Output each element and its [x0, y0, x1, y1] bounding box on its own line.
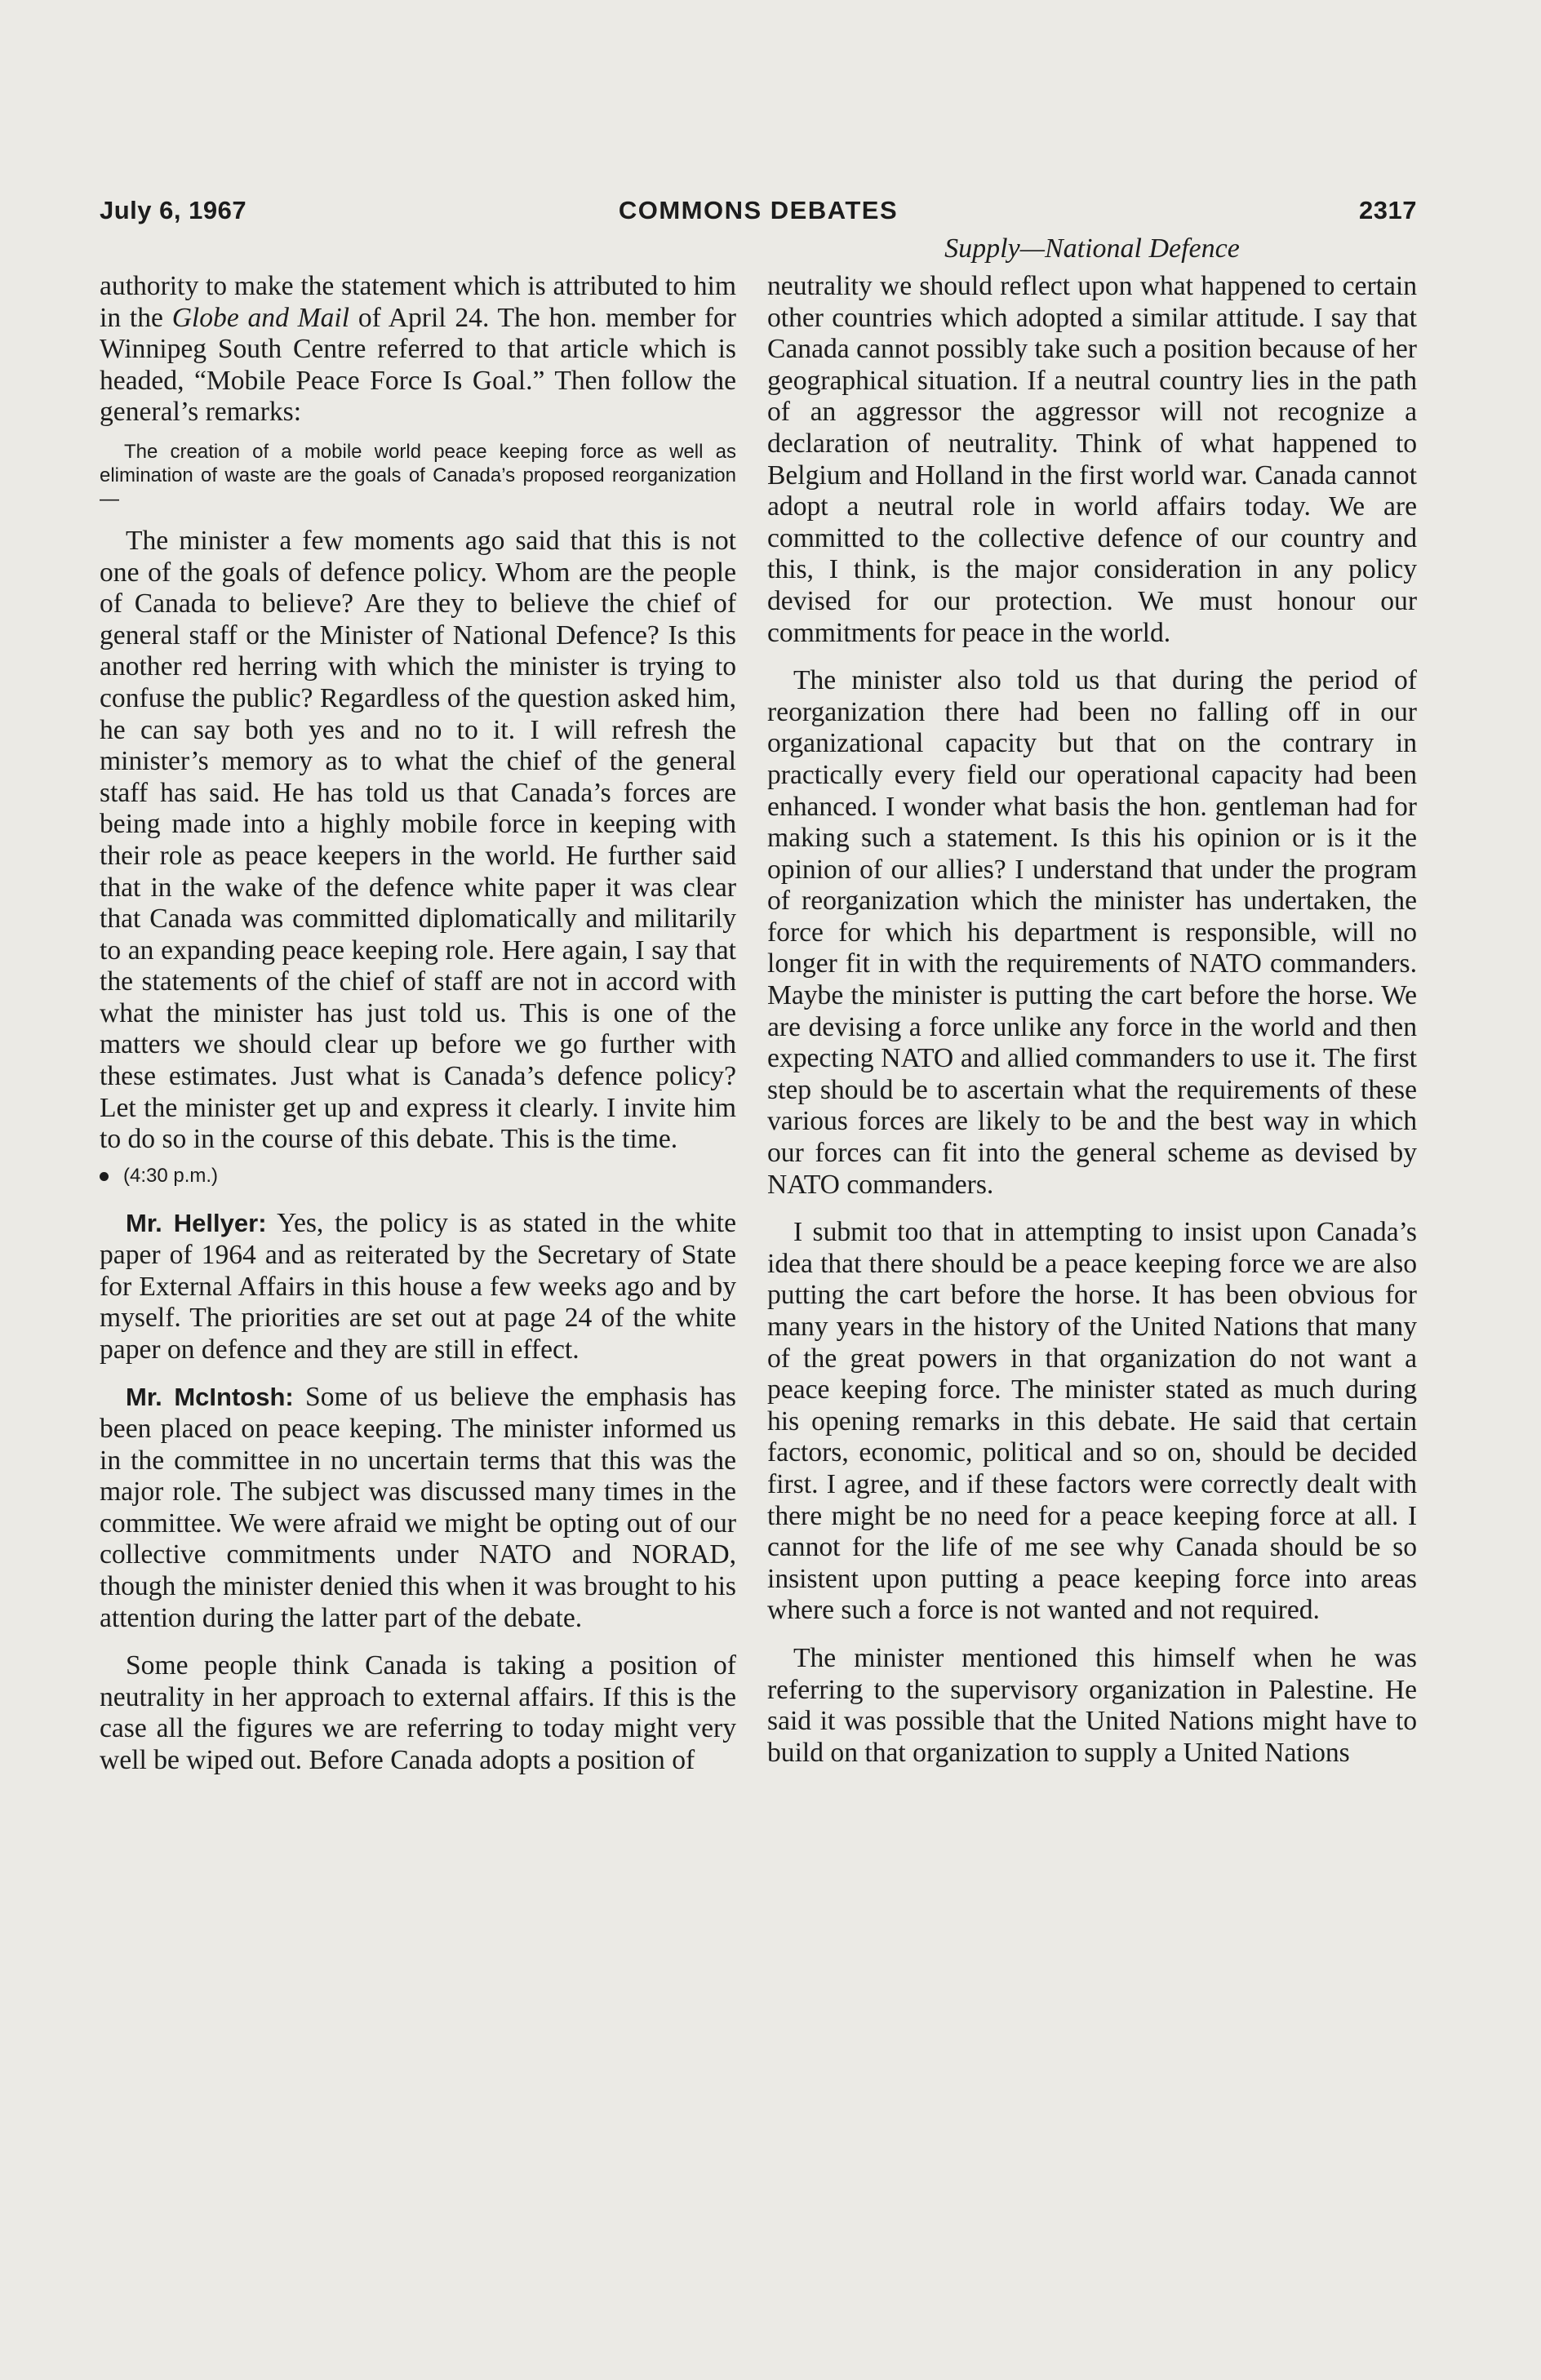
paragraph: The minister also told us that during the period of reorganization there had been no falling off in our organizational capacity but that on the contrary in practically every field our operational capacity had been enhanced. I wonder what basis the hon. gentleman had for making such a statement. Is this his opinion or is it the opinion of our allies? I understand that under the program of reorganization which the minister has undertaken, the force for which his department is responsible, will no longer fit in with the requirements of NATO commanders. Maybe the minister is putting the cart before the horse. We are devising a force unlike any force in the world and then expecting NATO and allied commanders to use it. The first step should be to ascertain what the requirements of these various forces are likely to be and the best way in which our forces can fit into the general scheme as devised by NATO commanders. — [767, 665, 1417, 1200]
paragraph — [100, 1382, 736, 1634]
speaker-name: Mr. Hellyer: — [126, 1209, 267, 1238]
page-number: 2317 — [1359, 196, 1417, 224]
paragraph: Some people think Canada is taking a position of neutrality in her approach to external affairs. If this is the case all the figures we are referring to today might very well be wiped out. Before Canada adopts a position of — [100, 1650, 736, 1775]
paragraph: I submit too that in attempting to insist upon Canada’s idea that there should be a peace keeping force we are also putting the cart before the horse. It has been obvious for many years in the history of the United Nations that many of the great powers in that organization do not want a peace keeping force. The minister stated as much during his opening remarks in this debate. He said that certain factors, economic, political and so on, should be decided first. I agree, and if these factors were correctly dealt with there might be no need for a peace keeping force at all. I cannot for the life of me see why Canada should be so insistent upon putting a peace keeping force into areas where such a force is not wanted and not required. — [767, 1217, 1417, 1626]
right-column — [767, 271, 1417, 1769]
text-run: Yes, the policy is as stated in the white paper of 1964 and as reiterated by the Secretary of State for External Affairs in this house a few weeks ago and by myself. The priorities are set out at page 24 of the white paper on defence and they are still in effect. — [100, 1208, 737, 1365]
section-subheading: Supply—National Defence — [944, 233, 1240, 264]
left-column — [100, 271, 736, 1777]
bullet-icon — [100, 1172, 109, 1181]
text-run: Some of us believe the emphasis has been placed on peace keeping. The minister informed us in the committee in no uncertain terms that this was the major role. The subject was discussed many times in the committee. We were afraid we might be opting out of our collective commitments under NATO and NORAD, though the minister denied this when it was brought to his attention during the latter part of the debate. — [100, 1382, 736, 1633]
text-run: authority to make the statement which is attributed to him in the — [100, 271, 736, 333]
header-title: COMMONS DEBATES — [618, 196, 899, 224]
paragraph: neutrality we should reflect upon what happened to certain other countries which adopted a similar attitude. I say that Canada cannot possibly take such a position because of her geographical situation. If a neutral country lies in the path of an aggressor the aggressor will not recognize a declaration of neutrality. Think of what happened to Belgium and Holland in the first world war. Canada cannot adopt a neutral role in world affairs today. We are committed to the collective defence of our country and this, I think, is the major consideration in any policy devised for our protection. We must honour our commitments for peace in the world. — [767, 271, 1417, 648]
newspaper-title: Globe and Mail — [171, 302, 350, 333]
paragraph: The minister a few moments ago said that this is not one of the goals of defence policy. Whom are the people of Canada to believe? Are they to believe the chief of general staff or the Minister of National Defence? Is this another red herring with which the minister is trying to confuse the public? Regardless of the question asked him, he can say both yes and no to it. I will refresh the minister’s memory as to what the chief of the general staff has said. He has told us that Canada’s forces are being made into a highly mobile force in keeping with their role as peace keepers in the world. He further said that in the wake of the defence white paper it was clear that Canada was committed diplomatically and militarily to an expanding peace keeping role. Here again, I say that the statements of the chief of staff are not in accord with what the minister has just told us. This is one of the matters we should clear up before we go further with these estimates. Just what is Canada’s defence policy? Let the minister get up and express it clearly. I invite him to do so in the course of this debate. This is the time. — [100, 525, 736, 1155]
paragraph: The minister mentioned this himself when he was referring to the supervisory organization in Palestine. He said it was possible that the United Nations might have to build on that organization to supply a United Nations — [767, 1642, 1417, 1768]
speaker-name: Mr. McIntosh: — [126, 1383, 294, 1412]
block-quote: The creation of a mobile world peace keeping force as well as elimination of waste are the goals of Canada’s proposed reorganization— — [100, 440, 736, 510]
page-header — [100, 196, 1417, 232]
time-text: (4:30 p.m.) — [123, 1164, 219, 1187]
text-run: of April 24. The hon. member for Winnipeg South Centre referred to that article which is headed, “Mobile Peace Force Is Goal.” Then follow the general’s remarks: — [100, 302, 736, 428]
time-marker — [100, 1161, 736, 1192]
paragraph — [100, 1208, 736, 1365]
header-date: July 6, 1967 — [100, 196, 247, 224]
paragraph — [100, 271, 736, 428]
